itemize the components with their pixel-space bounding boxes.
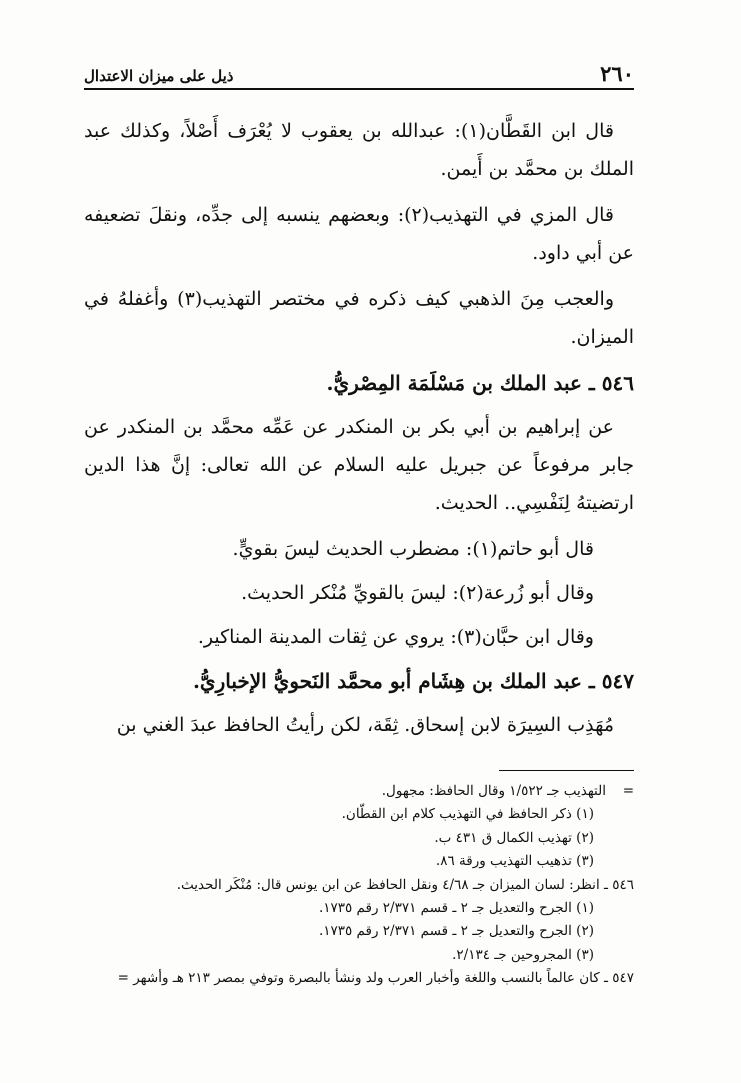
paragraph: والعجب مِنَ الذهبي كيف ذكره في مختصر التهذيب(٣) وأغفلهُ في الميزان. (84, 288, 634, 348)
footnote: (١) ذكر الحافظ في التهذيب كلام ابن القطَّان. (341, 806, 594, 823)
body-text (84, 112, 634, 752)
continuation-marker: = (622, 783, 634, 799)
page-number: ٢٦٠ (600, 61, 634, 86)
paragraph: مُهَذِب السِيرَة لابن إسحاق. ثِقَة، لكن رأيتُ الحافظ عبدَ الغني بن (116, 714, 614, 736)
entry-heading: ٥٤٧ ـ عبد الملك بن هِشَام أبو محمَّد النَحويُّ الإخبارِيُّ. (192, 669, 634, 693)
footnote: (٢) تهذيب الكمال ق ٤٣١ ب. (434, 829, 594, 846)
footnote-divider (499, 770, 634, 771)
paragraph: قال المزي في التهذيب(٢): وبعضهم ينسبه إلى جدِّه، ونقلَ تضعيفه عن أبي داود. (84, 204, 634, 264)
footnote-entry-head: ٥٤٧ ـ كان عالماً بالنسب واللغة وأخبار العرب ولد ونشأ بالبصرة وتوفي بمصر ٢١٣ هـ وأشهر = (117, 970, 634, 987)
entry-heading: ٥٤٦ ـ عبد الملك بن مَسْلَمَة المِصْريُّ. (326, 371, 634, 395)
running-title: ذيل على ميزان الاعتدال (84, 67, 234, 85)
footnote: (٢) الجرح والتعديل جـ ٢ ـ قسم ٢/٣٧١ رقم ١٧٣٥. (318, 923, 594, 940)
paragraph: عن إبراهيم بن أبي بكر بن المنكدر عن عَمِّه محمَّد بن المنكدر عن جابر مرفوعاً عن جبريل عليه السلام عن الله تعالى: إنَّ هذا الدين ارتضيتهُ لِنَفْسِي.. الحديث. (84, 416, 634, 514)
quoted-opinion: قال أبو حاتم(١): مضطرب الحديث ليسَ بقويٍّ. (232, 538, 594, 560)
footnote-continuation (84, 780, 634, 803)
footnote-text: التهذيب جـ ١/٥٢٢ وقال الحافظ: مجهول. (381, 783, 606, 799)
footnote: (٣) المجروحين جـ ٢/١٣٤. (452, 946, 594, 963)
quoted-opinion: وقال ابن حبَّان(٣): يروي عن ثِقات المدينة المناكير. (197, 626, 594, 648)
footnote: (٣) تذهيب التهذيب ورقة ٨٦. (435, 853, 594, 870)
footnote: (١) الجرح والتعديل جـ ٢ ـ قسم ٢/٣٧١ رقم ١٧٣٥. (318, 900, 594, 917)
paragraph: قال ابن القَطَّان(١): عبدالله بن يعقوب لا يُعْرَف أَصْلاً، وكذلك عبد الملك بن محمَّد بن أَيمن. (84, 120, 634, 180)
footnote-entry-head: ٥٤٦ ـ انظر: لسان الميزان جـ ٤/٦٨ ونقل الحافظ عن ابن يونس قال: مُنْكَر الحديث. (176, 876, 634, 893)
page-header (84, 62, 634, 90)
quoted-opinion: وقال أبو زُرعة(٢): ليسَ بالقويِّ مُنْكر الحديث. (241, 582, 594, 604)
footnotes (84, 780, 634, 991)
